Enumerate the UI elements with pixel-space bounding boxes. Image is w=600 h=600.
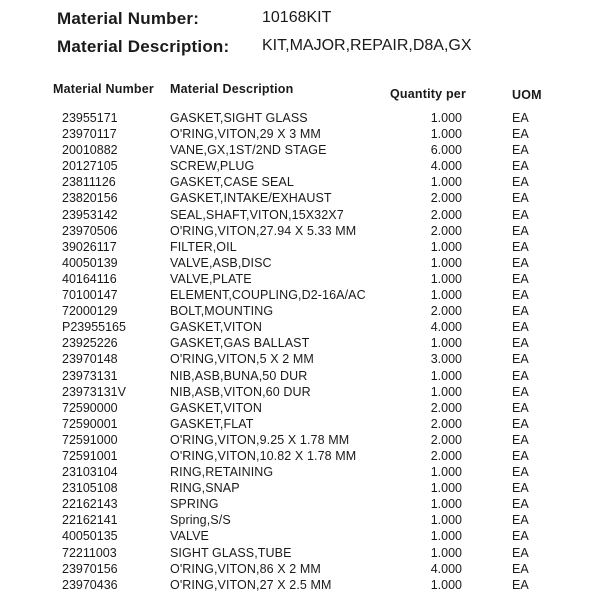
part-uom-cell: EA [512, 432, 529, 447]
table-row [0, 480, 600, 496]
part-number-cell: 22162141 [62, 513, 118, 528]
table-row [0, 319, 600, 335]
table-row [0, 335, 600, 351]
part-number-cell: 23973131V [62, 384, 126, 399]
part-number-cell: 23970156 [62, 561, 118, 576]
part-uom-cell: EA [512, 577, 529, 592]
part-uom-cell: EA [512, 143, 529, 158]
part-number-cell: 20010882 [62, 143, 118, 158]
part-uom-cell: EA [512, 239, 529, 254]
part-quantity-cell: 1.000 [430, 255, 462, 270]
part-quantity-cell: 1.000 [430, 465, 462, 480]
part-uom-cell: EA [512, 448, 529, 463]
part-description-cell: GASKET,VITON [170, 320, 262, 335]
table-row [0, 368, 600, 384]
part-uom-cell: EA [512, 288, 529, 303]
table-row [0, 577, 600, 593]
part-number-cell: 20127105 [62, 159, 118, 174]
part-number-cell: 23955171 [62, 111, 118, 125]
part-uom-cell: EA [512, 320, 529, 335]
material-description-value: KIT,MAJOR,REPAIR,D8A,GX [262, 37, 472, 54]
table-row [0, 351, 600, 367]
part-description-cell: GASKET,SIGHT GLASS [170, 111, 308, 125]
table-row [0, 271, 600, 287]
part-quantity-cell: 1.000 [430, 239, 462, 254]
part-number-cell: 23970117 [62, 127, 117, 142]
part-number-cell: P23955165 [62, 320, 126, 335]
part-number-cell: 72590000 [62, 400, 118, 415]
part-uom-cell: EA [512, 561, 529, 576]
part-quantity-cell: 2.000 [430, 223, 462, 238]
part-uom-cell: EA [512, 304, 529, 319]
part-description-cell: O'RING,VITON,9.25 X 1.78 MM [170, 432, 350, 447]
table-row [0, 384, 600, 400]
part-quantity-cell: 1.000 [430, 271, 462, 286]
parts-table [0, 110, 600, 593]
part-number-cell: 72211003 [62, 545, 117, 560]
table-row [0, 512, 600, 528]
part-description-cell: SIGHT GLASS,TUBE [170, 545, 292, 560]
part-uom-cell: EA [512, 465, 529, 480]
table-row [0, 303, 600, 319]
part-number-cell: 72591001 [62, 448, 118, 463]
part-number-cell: 72000129 [62, 304, 118, 319]
part-quantity-cell: 4.000 [430, 561, 462, 576]
part-uom-cell: EA [512, 513, 529, 528]
part-number-cell: 72590001 [62, 416, 118, 431]
part-uom-cell: EA [512, 191, 529, 206]
part-quantity-cell: 1.000 [430, 175, 462, 190]
part-number-cell: 23970148 [62, 352, 118, 367]
part-description-cell: RING,SNAP [170, 481, 240, 496]
part-quantity-cell: 1.000 [430, 111, 462, 125]
part-description-cell: Spring,S/S [170, 513, 231, 528]
part-description-cell: O'RING,VITON,27 X 2.5 MM [170, 577, 332, 592]
part-quantity-cell: 2.000 [430, 191, 462, 206]
part-number-cell: 23953142 [62, 207, 118, 222]
part-quantity-cell: 1.000 [430, 336, 462, 351]
part-quantity-cell: 1.000 [430, 481, 462, 496]
part-description-cell: FILTER,OIL [170, 239, 237, 254]
part-uom-cell: EA [512, 127, 529, 142]
part-description-cell: O'RING,VITON,5 X 2 MM [170, 352, 314, 367]
column-header-number: Material Number [53, 82, 154, 96]
table-row [0, 528, 600, 544]
table-row [0, 223, 600, 239]
part-description-cell: O'RING,VITON,10.82 X 1.78 MM [170, 448, 357, 463]
part-number-cell: 40164116 [62, 271, 117, 286]
part-quantity-cell: 3.000 [430, 352, 462, 367]
table-row [0, 174, 600, 190]
table-row [0, 545, 600, 561]
part-description-cell: SCREW,PLUG [170, 159, 255, 174]
part-uom-cell: EA [512, 336, 529, 351]
part-number-cell: 23103104 [62, 465, 118, 480]
part-uom-cell: EA [512, 545, 529, 560]
part-quantity-cell: 2.000 [430, 416, 462, 431]
part-uom-cell: EA [512, 255, 529, 270]
part-description-cell: RING,RETAINING [170, 465, 274, 480]
part-description-cell: VALVE,ASB,DISC [170, 255, 272, 270]
part-uom-cell: EA [512, 175, 529, 190]
table-row [0, 190, 600, 206]
part-description-cell: NIB,ASB,BUNA,50 DUR [170, 368, 308, 383]
part-number-cell: 23105108 [62, 481, 118, 496]
part-description-cell: O'RING,VITON,27.94 X 5.33 MM [170, 223, 357, 238]
table-row [0, 448, 600, 464]
table-row [0, 496, 600, 512]
part-description-cell: BOLT,MOUNTING [170, 304, 274, 319]
part-uom-cell: EA [512, 529, 529, 544]
part-quantity-cell: 2.000 [430, 400, 462, 415]
part-quantity-cell: 2.000 [430, 432, 462, 447]
part-uom-cell: EA [512, 384, 529, 399]
part-number-cell: 23925226 [62, 336, 118, 351]
column-header-description: Material Description [170, 82, 294, 96]
part-quantity-cell: 6.000 [430, 143, 462, 158]
part-quantity-cell: 4.000 [430, 159, 462, 174]
table-row [0, 561, 600, 577]
part-number-cell: 23970506 [62, 223, 118, 238]
part-uom-cell: EA [512, 368, 529, 383]
table-row [0, 110, 600, 126]
part-description-cell: VALVE,PLATE [170, 271, 252, 286]
part-quantity-cell: 1.000 [430, 513, 462, 528]
table-row [0, 142, 600, 158]
part-description-cell: O'RING,VITON,29 X 3 MM [170, 127, 321, 142]
part-quantity-cell: 1.000 [430, 529, 462, 544]
part-quantity-cell: 2.000 [430, 448, 462, 463]
part-quantity-cell: 1.000 [430, 577, 462, 592]
table-row [0, 255, 600, 271]
part-uom-cell: EA [512, 223, 529, 238]
part-description-cell: ELEMENT,COUPLING,D2-16A/AC [170, 288, 366, 303]
part-description-cell: SPRING [170, 497, 219, 512]
part-uom-cell: EA [512, 352, 529, 367]
material-number-value: 10168KIT [262, 9, 332, 26]
part-quantity-cell: 1.000 [430, 288, 462, 303]
part-uom-cell: EA [512, 400, 529, 415]
part-number-cell: 23973131 [62, 368, 118, 383]
part-number-cell: 40050139 [62, 255, 118, 270]
part-uom-cell: EA [512, 159, 529, 174]
part-number-cell: 40050135 [62, 529, 118, 544]
part-quantity-cell: 4.000 [430, 320, 462, 335]
material-description-label: Material Description: [57, 37, 230, 56]
table-row [0, 239, 600, 255]
part-quantity-cell: 1.000 [430, 545, 462, 560]
part-quantity-cell: 1.000 [430, 127, 462, 142]
part-number-cell: 23820156 [62, 191, 118, 206]
material-number-row [0, 9, 600, 35]
part-uom-cell: EA [512, 416, 529, 431]
part-number-cell: 72591000 [62, 432, 118, 447]
part-description-cell: VALVE [170, 529, 209, 544]
part-quantity-cell: 2.000 [430, 207, 462, 222]
table-row [0, 416, 600, 432]
column-header-uom: UOM [512, 88, 542, 102]
table-row [0, 287, 600, 303]
part-uom-cell: EA [512, 111, 529, 125]
part-number-cell: 23970436 [62, 577, 118, 592]
table-row [0, 464, 600, 480]
part-description-cell: GASKET,VITON [170, 400, 262, 415]
part-description-cell: NIB,ASB,VITON,60 DUR [170, 384, 311, 399]
part-description-cell: O'RING,VITON,86 X 2 MM [170, 561, 321, 576]
part-description-cell: VANE,GX,1ST/2ND STAGE [170, 143, 327, 158]
table-row [0, 158, 600, 174]
part-number-cell: 22162143 [62, 497, 118, 512]
column-header-quantity: Quantity per [390, 87, 467, 101]
part-description-cell: GASKET,FLAT [170, 416, 254, 431]
part-uom-cell: EA [512, 497, 529, 512]
part-description-cell: GASKET,CASE SEAL [170, 175, 294, 190]
part-uom-cell: EA [512, 481, 529, 496]
table-row [0, 126, 600, 142]
part-number-cell: 23811126 [62, 175, 116, 190]
part-description-cell: GASKET,INTAKE/EXHAUST [170, 191, 332, 206]
table-row [0, 400, 600, 416]
part-quantity-cell: 1.000 [430, 497, 462, 512]
table-row [0, 432, 600, 448]
part-uom-cell: EA [512, 271, 529, 286]
table-row [0, 207, 600, 223]
part-quantity-cell: 2.000 [430, 304, 462, 319]
part-quantity-cell: 1.000 [430, 384, 462, 399]
part-uom-cell: EA [512, 207, 529, 222]
material-description-row [0, 37, 600, 63]
part-description-cell: GASKET,GAS BALLAST [170, 336, 310, 351]
material-number-label: Material Number: [57, 9, 200, 28]
part-description-cell: SEAL,SHAFT,VITON,15X32X7 [170, 207, 344, 222]
part-number-cell: 70100147 [62, 288, 118, 303]
part-number-cell: 39026117 [62, 239, 117, 254]
part-quantity-cell: 1.000 [430, 368, 462, 383]
